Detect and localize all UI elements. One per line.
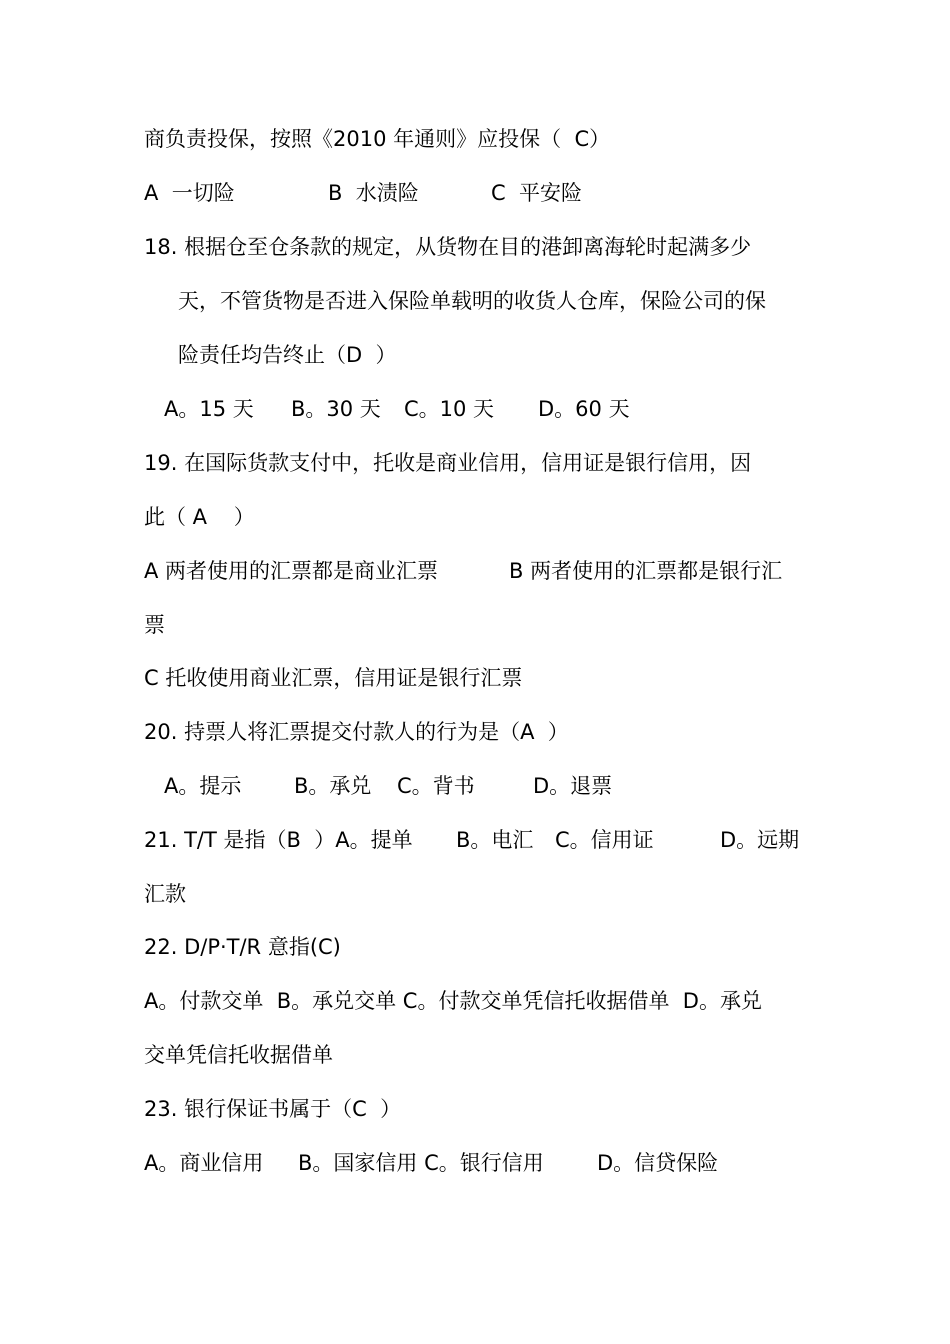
question-20: 20. 持票人将汇票提交付款人的行为是（A ） — [144, 720, 569, 744]
option-c: C。信用证 — [555, 828, 654, 852]
option-a: A。15 天 — [164, 397, 254, 421]
option-b-c: B。国家信用 C。银行信用 — [298, 1151, 544, 1175]
option-d: D。60 天 — [538, 397, 630, 421]
option-a: A 两者使用的汇票都是商业汇票 — [144, 559, 439, 583]
option-b: B。30 天 — [291, 397, 381, 421]
option-a: A 一切险 — [144, 181, 235, 205]
option-b-continued: 票 — [144, 613, 165, 637]
option-d: D。远期 — [720, 828, 800, 852]
question-22-options-continued: 交单凭信托收据借单 — [144, 1043, 333, 1067]
option-b: B 水渍险 — [328, 181, 419, 205]
question-18-line-2: 天，不管货物是否进入保险单载明的收货人仓库，保险公司的保 — [178, 289, 766, 313]
option-a: A。商业信用 — [144, 1151, 264, 1175]
question-22: 22. D/P·T/R 意指(C) — [144, 935, 341, 959]
option-d: D。信贷保险 — [597, 1151, 719, 1175]
option-d-continued: 汇款 — [144, 882, 186, 906]
question-18-line-3: 险责任均告终止（D ） — [178, 343, 397, 367]
question-18-line-1: 18. 根据仓至仓条款的规定，从货物在目的港卸离海轮时起满多少 — [144, 235, 752, 259]
question-23: 23. 银行保证书属于（C ） — [144, 1097, 402, 1121]
option-b: B。承兑 — [294, 774, 372, 798]
question-19-line-1: 19. 在国际货款支付中，托收是商业信用，信用证是银行信用，因 — [144, 451, 752, 475]
option-c: C。背书 — [397, 774, 475, 798]
option-b: B。电汇 — [456, 828, 534, 852]
text-line: 商负责投保，按照《2010 年通则》应投保（ C） — [144, 127, 611, 151]
option-c: C。10 天 — [404, 397, 495, 421]
question-21: 21. T/T 是指（B ）A。提单 — [144, 828, 413, 852]
option-b: B 两者使用的汇票都是银行汇 — [509, 559, 783, 583]
option-a: A。提示 — [164, 774, 242, 798]
question-19-line-2: 此（ A ） — [144, 505, 255, 529]
option-c: C 平安险 — [491, 181, 583, 205]
option-c: C 托收使用商业汇票，信用证是银行汇票 — [144, 666, 523, 690]
option-d: D。退票 — [533, 774, 613, 798]
question-22-options: A。付款交单 B。承兑交单 C。付款交单凭信托收据借单 D。承兑 — [144, 989, 762, 1013]
